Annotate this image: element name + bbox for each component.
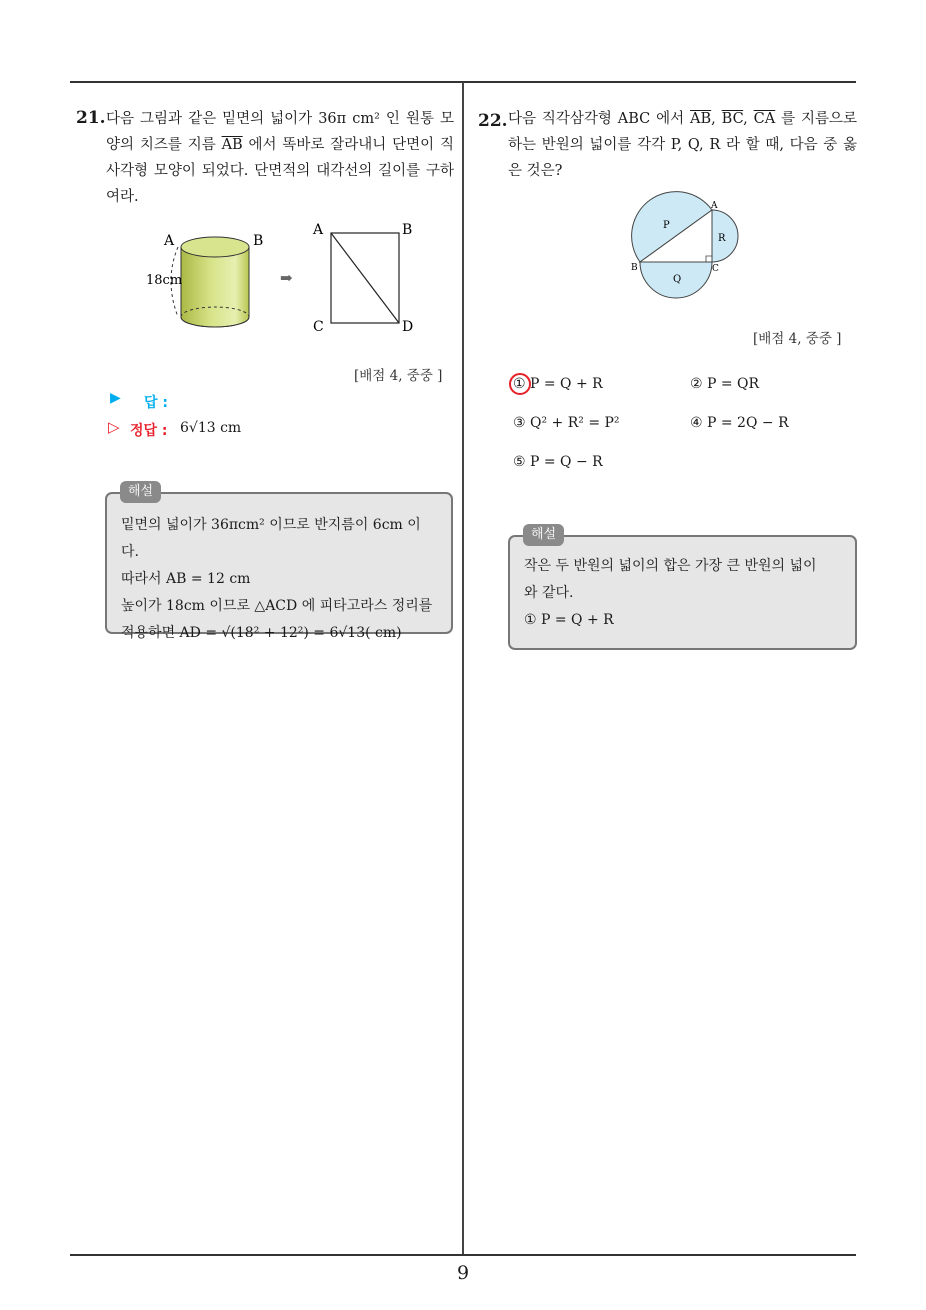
q21-rect-label-d: D: [402, 319, 414, 335]
q21-correct-label: 정답 :: [130, 423, 168, 439]
q22-choice-3[interactable]: ③ Q² + R² = P²: [513, 415, 620, 431]
column-divider: [462, 82, 464, 1255]
q22-text-ab: $\overline{AB}$: [690, 111, 712, 127]
q21-rect-label-c: C: [313, 319, 324, 335]
q21-rect-label-a: A: [313, 222, 324, 238]
q22-choice-2[interactable]: ② P = QR: [690, 376, 760, 392]
q21-score: [배점 4, 중중 ]: [354, 368, 443, 384]
bottom-rule: [70, 1254, 856, 1256]
q21-number: 21.: [76, 108, 106, 128]
q22-explanation-box: [508, 535, 857, 650]
q21-cyl-label-b: B: [253, 233, 264, 249]
q22-text-part-a: 다음 직각삼각형 ABC 에서: [508, 111, 691, 127]
q21-diagonal: [331, 233, 399, 323]
q22-label-q: Q: [673, 274, 682, 285]
q21-explanation-line-2: 따라서 AB = 12 cm: [121, 571, 251, 587]
q22-text-sep1: ,: [711, 111, 722, 127]
q22-score: [배점 4, 중중 ]: [753, 331, 842, 347]
q21-correct-value: 6√13 cm: [180, 420, 242, 436]
q21-explanation-line-3: 높이가 18cm 이므로 △ACD 에 피타고라스 정리를: [121, 598, 433, 614]
q21-answer-label: 답 :: [144, 395, 168, 411]
q22-choice-4[interactable]: ④ P = 2Q − R: [690, 415, 789, 431]
q21-text: [106, 106, 454, 210]
q22-label-b: B: [631, 263, 638, 273]
q21-text-ab: $\overline{AB}$: [221, 137, 243, 153]
q22-label-p: P: [663, 220, 670, 231]
q22-text: [508, 106, 857, 184]
q22-explanation-line-2: 와 같다.: [524, 585, 574, 601]
q21-figure: [140, 220, 430, 345]
q21-explanation-tag: 해설: [120, 481, 161, 503]
q21-explanation-box: [105, 492, 453, 641]
cylinder-shape: [171, 237, 249, 327]
q22-text-part-b: 를 지름으로 하는 반원의 넓이를 각각 P, Q, R 라 할 때, 다음 중 옳은 것은?: [508, 111, 858, 179]
q22-explanation-line-1: 작은 두 반원의 넓이의 합은 가장 큰 반원의 넓이: [524, 558, 817, 574]
q22-text-ca: $\overline{CA}$: [753, 111, 776, 127]
q22-label-c: C: [712, 264, 719, 274]
q22-label-a: A: [711, 201, 718, 211]
q21-cyl-label-a: A: [164, 233, 175, 249]
q22-label-r: R: [718, 233, 726, 244]
q22-explanation-tag: 해설: [523, 524, 564, 546]
q21-text-part-b: 에서 똑바로 잘라내니 단면이 직사각형 모양이 되었다. 단면적의 대각선의 길이를 구하여라.: [106, 137, 454, 205]
q22-choice-5[interactable]: ⑤ P = Q − R: [513, 454, 603, 470]
q21-explanation-line-4: 적용하면 AD = √(18² + 12²) = 6√13( cm): [121, 625, 402, 641]
q22-text-sep2: ,: [743, 111, 754, 127]
correct-play-icon: ▷: [108, 418, 120, 436]
q22-choice-1[interactable]: ① P = Q + R: [513, 376, 603, 392]
q21-text-part-a: 다음 그림과 같은 밑면의 넓이가 36π cm² 인 원통 모양의 치즈를 지름: [106, 111, 454, 153]
answer-play-icon: ▶: [110, 390, 121, 406]
q22-explanation-line-3: ① P = Q + R: [524, 612, 614, 628]
q21-height-label: 18cm: [146, 273, 183, 288]
q21-rect-label-b: B: [402, 222, 413, 238]
q22-text-bc: $\overline{BC}$: [721, 111, 744, 127]
q21-arrow-icon: ➡: [280, 269, 293, 287]
q22-number: 22.: [478, 111, 508, 131]
q21-explanation-line-1: 밑면의 넓이가 36πcm² 이므로 반지름이 6cm 이다.: [121, 517, 421, 560]
q22-figure: [625, 190, 745, 302]
page-number: 9: [456, 1262, 470, 1284]
